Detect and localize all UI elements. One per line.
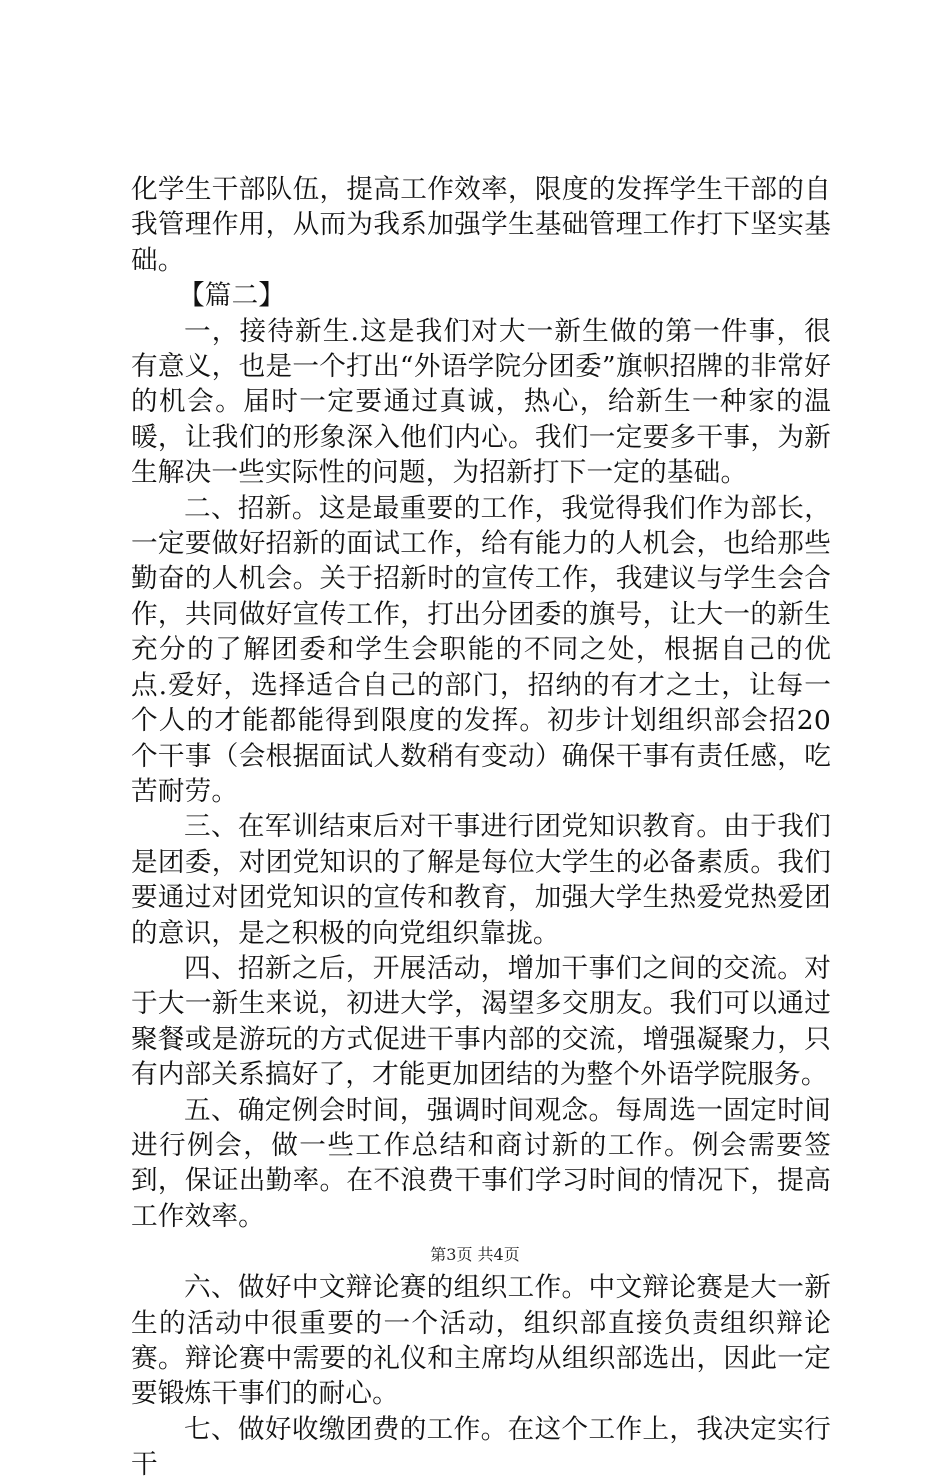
document-body bbox=[131, 172, 831, 1483]
paragraph-item-4: 四、招新之后，开展活动，增加干事们之间的交流。对于大一新生来说，初进大学，渴望多交朋友。我们可以通过聚餐或是游玩的方式促进干事内部的交流，增强凝聚力，只有内部关系搞好了，才能更加团结的为整个外语学院服务。 bbox=[131, 952, 831, 1091]
section-heading: 【篇二】 bbox=[178, 280, 286, 312]
paragraph-item-6: 六、做好中文辩论赛的组织工作。中文辩论赛是大一新生的活动中很重要的一个活动，组织部直接负责组织辩论赛。辩论赛中需要的礼仪和主席均从组织部选出，因此一定要锻炼干事们的耐心。 bbox=[131, 1272, 831, 1410]
paragraph-continuation: 化学生干部队伍，提高工作效率，限度的发挥学生干部的自我管理作用，从而为我系加强学生基础管理工作打下坚实基础。 bbox=[131, 174, 831, 276]
paragraph-item-3: 三、在军训结束后对干事进行团党知识教育。由于我们是团委，对团党知识的了解是每位大学生的必备素质。我们要通过对团党知识的宣传和教育，加强大学生热爱党热爱团的意识，是之积极的向党组织靠拢。 bbox=[131, 811, 831, 949]
page-number-footer: 第3页 共4页 bbox=[430, 1245, 520, 1264]
paragraph-item-5: 五、确定例会时间，强调时间观念。每周选一固定时间进行例会，做一些工作总结和商讨新的工作。例会需要签到，保证出勤率。在不浪费干事们学习时间的情况下，提高工作效率。 bbox=[131, 1094, 831, 1232]
paragraph-item-2: 二、招新。这是最重要的工作，我觉得我们作为部长，一定要做好招新的面试工作，给有能力的人机会，也给那些勤奋的人机会。关于招新时的宣传工作，我建议与学生会合作，共同做好宣传工作，打出分团委的旗号，让大一的新生充分的了解团委和学生会职能的不同之处，根据自己的优点.爱好，选择适合自己的部门，招纳的有才之士，让每一个人的才能都能得到限度的发挥。初步计划组织部会招20个干事（会根据面试人数稍有变动）确保干事有责任感，吃苦耐劳。 bbox=[131, 492, 831, 807]
paragraph-item-7: 七、做好收缴团费的工作。在这个工作上，我决定实行干 bbox=[131, 1413, 831, 1481]
paragraph-item-1: 一，接待新生.这是我们对大一新生做的第一件事，很有意义，也是一个打出“外语学院分团委”旗帜招牌的非常好的机会。届时一定要通过真诚，热心，给新生一种家的温暖，让我们的形象深入他们内心。我们一定要多干事，为新生解决一些实际性的问题，为招新打下一定的基础。 bbox=[131, 315, 831, 489]
